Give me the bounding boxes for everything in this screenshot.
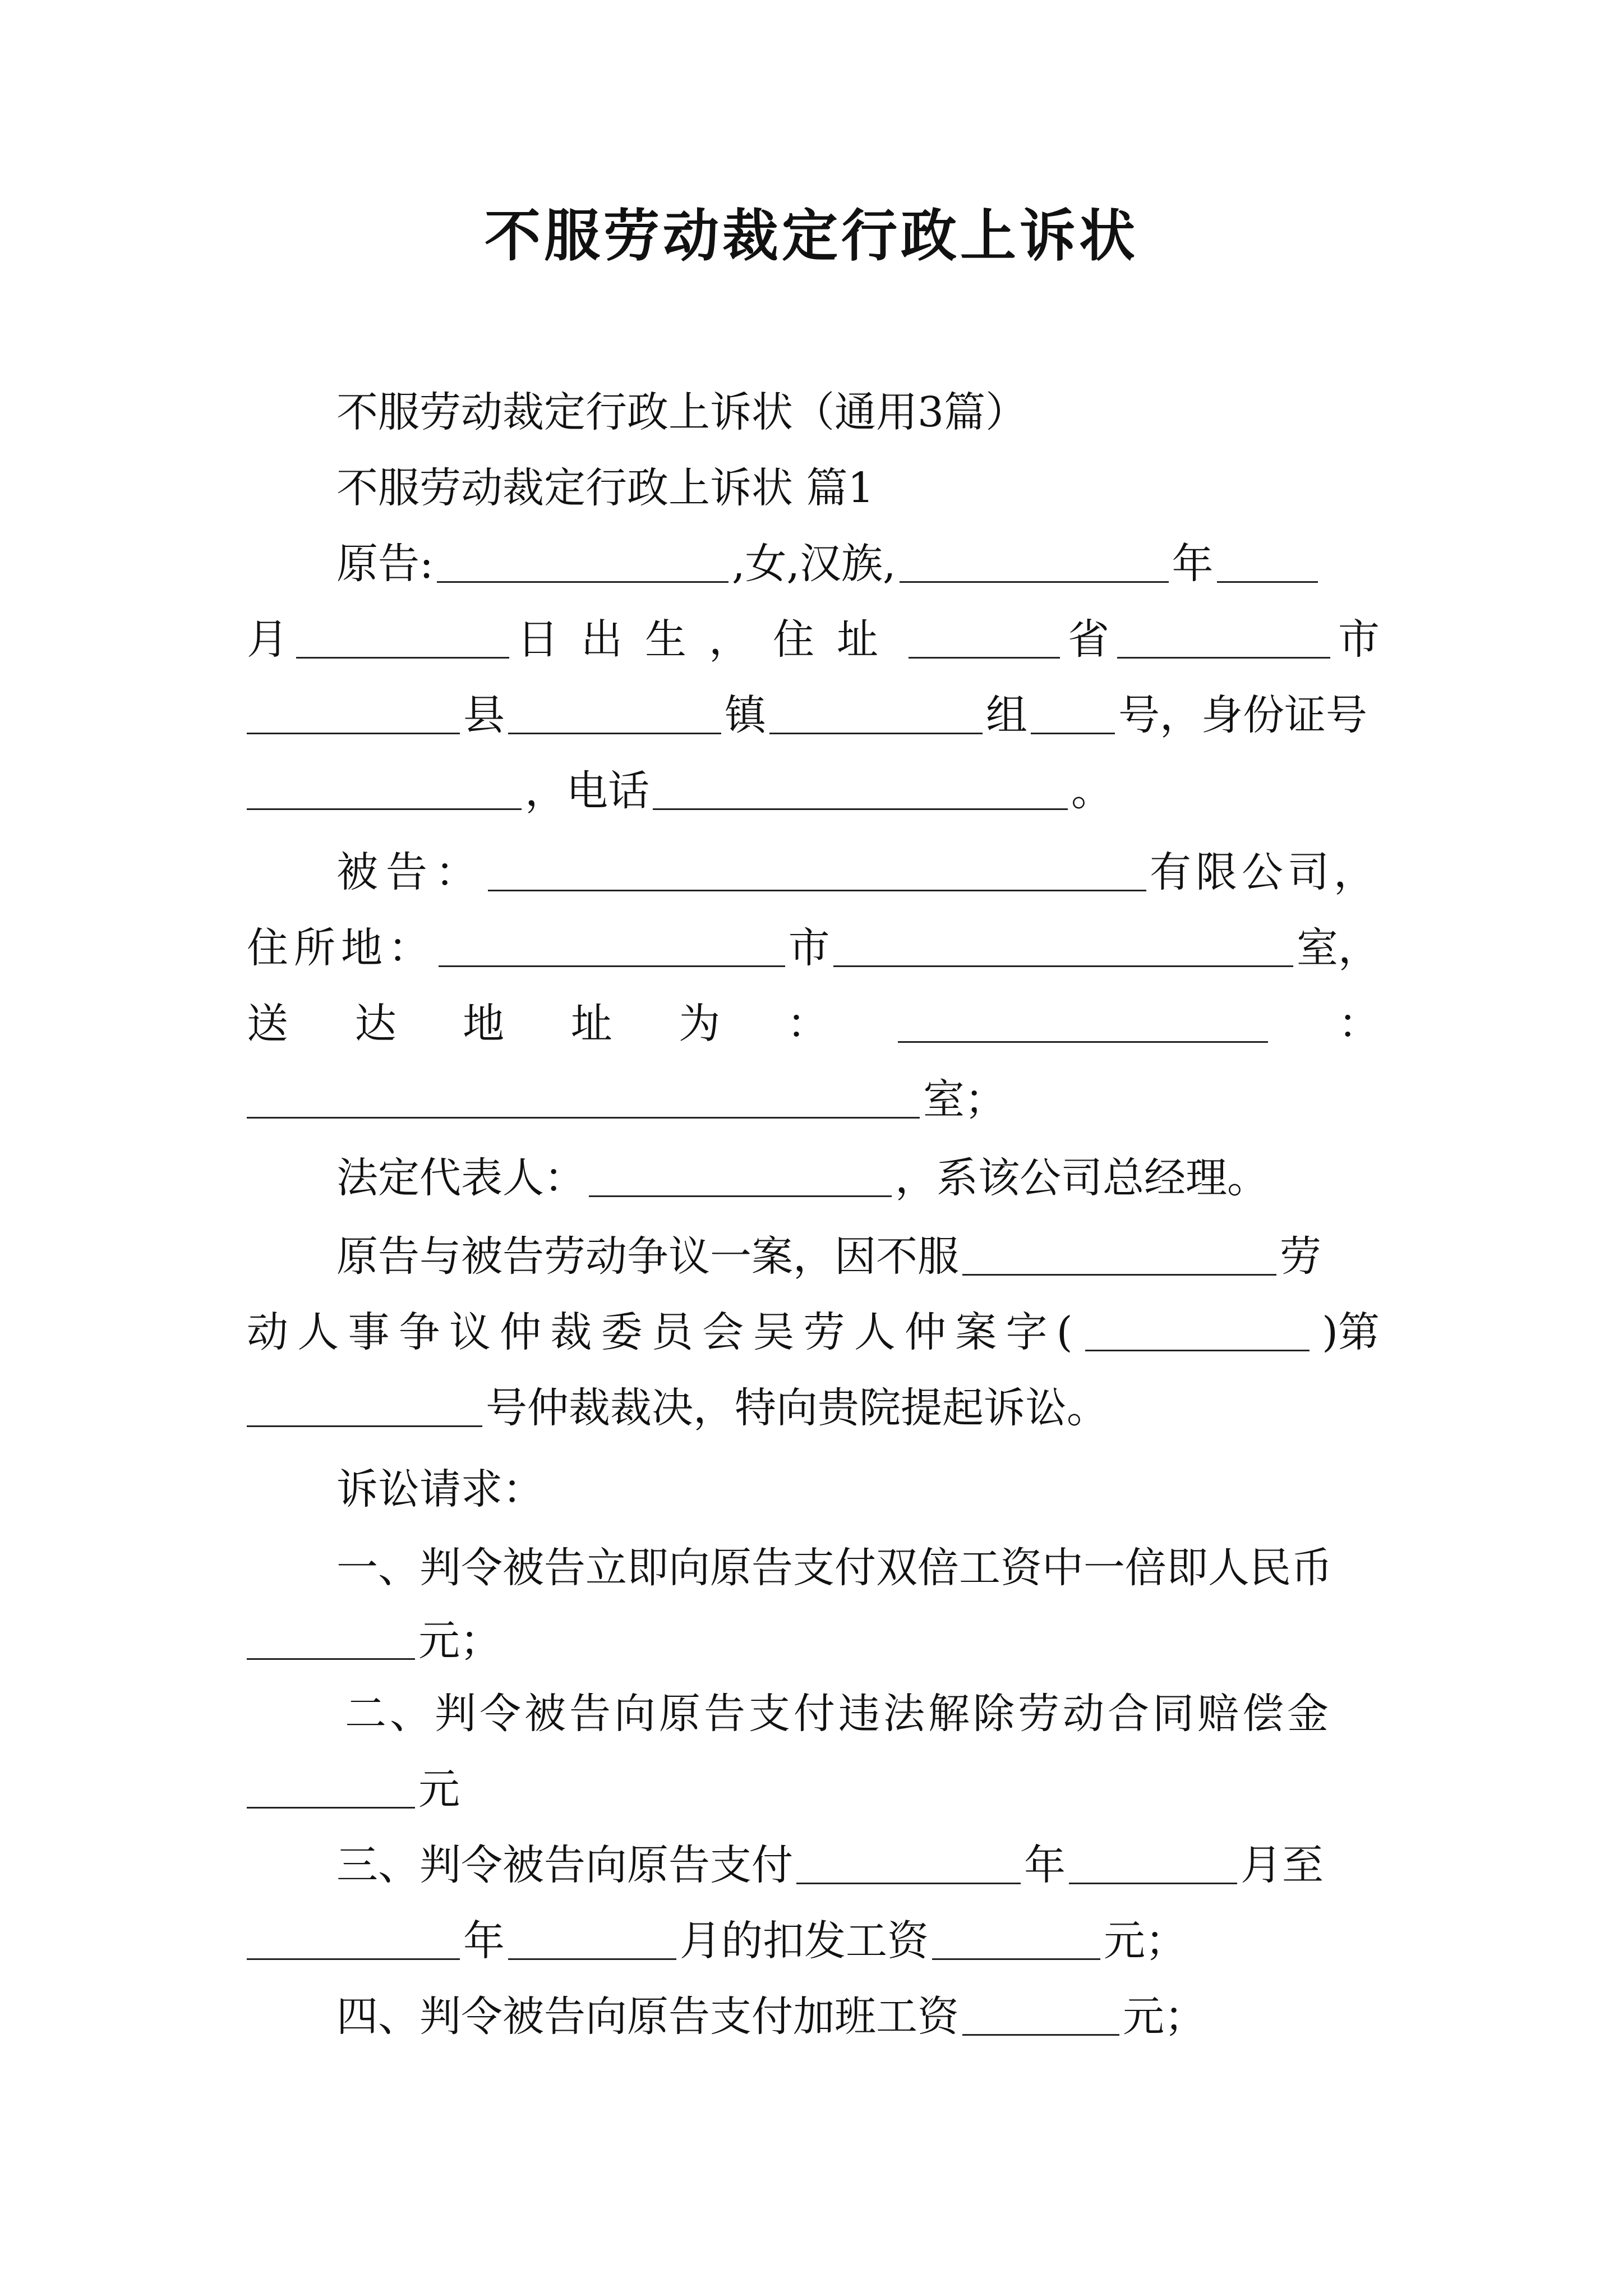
- id-label: 号，身份证号: [1118, 691, 1367, 739]
- address-label: 住所地：: [247, 924, 435, 972]
- service-room-end: 室；: [923, 1075, 1006, 1124]
- defendant-line-4: [247, 1069, 1380, 1130]
- defendant-line-2: [247, 917, 1380, 979]
- claim-3-year-from-blank: [796, 1847, 1021, 1884]
- claim-1-end: 元；: [418, 1617, 501, 1665]
- case-char-3: 争: [398, 1308, 440, 1356]
- plaintiff-name-blank: [437, 545, 728, 583]
- birth-day-blank: [296, 621, 509, 659]
- town-label: 镇: [725, 691, 766, 739]
- claim-2-line-2: [247, 1759, 1380, 1820]
- claim-3-year-to-blank: [247, 1922, 460, 1960]
- claim-1-line-1: [247, 1537, 1380, 1599]
- claim-4-amount-blank: [962, 1998, 1119, 2036]
- service-char-2: 地: [463, 1000, 505, 1048]
- case-char-0: 动: [247, 1308, 288, 1356]
- address-room-label: 室，: [1297, 924, 1380, 972]
- claim-4-line: [247, 1986, 1380, 2047]
- claim-3-text: 三、判令被告向原告支付: [336, 1841, 793, 1889]
- service-char-3: 址: [570, 1000, 612, 1048]
- month-label: 月: [247, 615, 288, 664]
- plaintiff-line-1: [247, 533, 1380, 595]
- case-paren-open: (: [1056, 1308, 1073, 1356]
- service-address-blank-2: [247, 1081, 920, 1119]
- defendant-line-3: [247, 993, 1380, 1055]
- town-blank: [508, 697, 721, 734]
- case-char-7: 委: [601, 1308, 643, 1356]
- house-number-blank: [1031, 697, 1115, 734]
- case-char-1: 人: [297, 1308, 339, 1356]
- subtitle: 不服劳动裁定行政上诉状（通用3篇）: [336, 388, 1027, 436]
- claims-label-line: [247, 1458, 1380, 1520]
- address-blank-2: [833, 930, 1293, 967]
- claim-4-text: 四、判令被告向原告支付加班工资: [336, 1993, 959, 2041]
- service-colon: ：: [1338, 1000, 1380, 1048]
- claim-2-line-1: [247, 1683, 1380, 1745]
- case-char-5: 仲: [500, 1308, 542, 1356]
- phone-label: ，电话: [525, 767, 649, 815]
- legal-rep-label: 法定代表人：: [336, 1154, 585, 1202]
- section-heading: 不服劳动裁定行政上诉状 篇1: [336, 464, 874, 512]
- case-part-2: 劳: [1280, 1232, 1321, 1281]
- plaintiff-line-2: [247, 609, 1380, 670]
- group-blank: [769, 697, 983, 734]
- county-label: 县: [463, 691, 505, 739]
- claim-2-end: 元: [418, 1765, 460, 1814]
- claim-1-text: 一、判令被告立即向原告支付双倍工资中一倍即人民币: [336, 1544, 1332, 1592]
- city-blank: [1117, 621, 1330, 659]
- claim-3-month-from-blank: [1069, 1847, 1237, 1884]
- case-char-13: 仲: [905, 1308, 947, 1356]
- defendant-label: 被告：: [336, 848, 485, 896]
- defendant-line-1: [247, 841, 1380, 903]
- case-char-14: 案: [955, 1308, 997, 1356]
- service-char-4: 为: [679, 1000, 721, 1048]
- case-line-1: [247, 1226, 1380, 1287]
- case-number-blank: [247, 1389, 482, 1427]
- year-label: 年: [1172, 540, 1214, 588]
- case-char-10: 吴: [753, 1308, 795, 1356]
- service-char-0: 送: [247, 1000, 288, 1048]
- claim-3-year-label-2: 年: [463, 1917, 505, 1965]
- claim-3-month-label: 月的扣发工资: [680, 1917, 929, 1965]
- city-label: 市: [1338, 615, 1380, 664]
- arbitration-committee-blank: [962, 1238, 1276, 1276]
- address-blank-1: [439, 930, 785, 967]
- id-number-blank: [247, 772, 522, 810]
- plaintiff-line-4: [247, 760, 1380, 822]
- plaintiff-ethnicity: 汉族,: [799, 540, 896, 588]
- claim-3-line-1: [247, 1834, 1380, 1896]
- document-title: 不服劳动裁定行政上诉状: [485, 203, 1138, 269]
- section-heading-line: [247, 457, 1380, 519]
- legal-rep-line: [247, 1147, 1380, 1209]
- case-char-9: 会: [702, 1308, 744, 1356]
- group-label: 组: [986, 691, 1027, 739]
- legal-rep-suffix: ，系该公司总经理。: [895, 1154, 1269, 1202]
- case-char-2: 事: [348, 1308, 390, 1356]
- claim-2-text: 二、判令被告向原告支付违法解除劳动合同赔偿金: [345, 1690, 1332, 1738]
- case-char-12: 人: [854, 1308, 896, 1356]
- province-blank: [909, 621, 1060, 659]
- subtitle-line: [247, 381, 1380, 443]
- company-label: 有限公司，: [1150, 848, 1380, 896]
- case-char-4: 议: [449, 1308, 491, 1356]
- birth-year-blank: [900, 545, 1169, 583]
- service-char-1: 达: [354, 1000, 396, 1048]
- service-char-5: ：: [786, 1000, 828, 1048]
- claim-4-end: 元；: [1123, 1993, 1206, 2041]
- province-label: 省: [1068, 615, 1109, 664]
- phone-blank: [653, 772, 1068, 810]
- claim-3-year-label: 年: [1024, 1841, 1066, 1889]
- claim-3-month-to-label: 月至: [1241, 1841, 1324, 1889]
- plaintiff-end: 。: [1071, 767, 1113, 815]
- claim-3-amount-blank: [932, 1922, 1100, 1960]
- legal-rep-blank: [589, 1159, 892, 1197]
- claim-3-month-to-blank: [508, 1922, 676, 1960]
- claims-label: 诉讼请求：: [336, 1465, 544, 1513]
- claim-1-line-2: [247, 1610, 1380, 1672]
- birth-month-blank: [1217, 545, 1318, 583]
- claim-1-amount-blank: [247, 1622, 415, 1660]
- case-line-2: [247, 1301, 1380, 1363]
- case-part-4: 号仲裁裁决，特向贵院提起诉讼。: [486, 1384, 1108, 1432]
- claim-3-line-2: [247, 1910, 1380, 1972]
- case-line-3: [247, 1377, 1380, 1439]
- plaintiff-line-3: [247, 684, 1380, 746]
- birth-address-label: 日出生，住址: [517, 615, 901, 664]
- county-blank: [247, 697, 460, 734]
- case-year-blank: [1085, 1314, 1310, 1351]
- case-char-11: 劳: [803, 1308, 845, 1356]
- case-paren-close: )第: [1322, 1308, 1380, 1356]
- case-char-8: 员: [651, 1308, 693, 1356]
- plaintiff-label: 原告:: [336, 540, 434, 588]
- defendant-company-blank: [488, 854, 1146, 891]
- address-city-label: 市: [788, 924, 830, 972]
- claim-2-amount-blank: [247, 1771, 415, 1809]
- claim-3-end: 元；: [1104, 1917, 1187, 1965]
- service-address-blank-1: [898, 1005, 1268, 1043]
- case-char-15: 字: [1006, 1308, 1048, 1356]
- case-char-6: 裁: [550, 1308, 592, 1356]
- plaintiff-gender: ,女,: [731, 540, 800, 588]
- case-part-1: 原告与被告劳动争议一案，因不服: [336, 1232, 959, 1281]
